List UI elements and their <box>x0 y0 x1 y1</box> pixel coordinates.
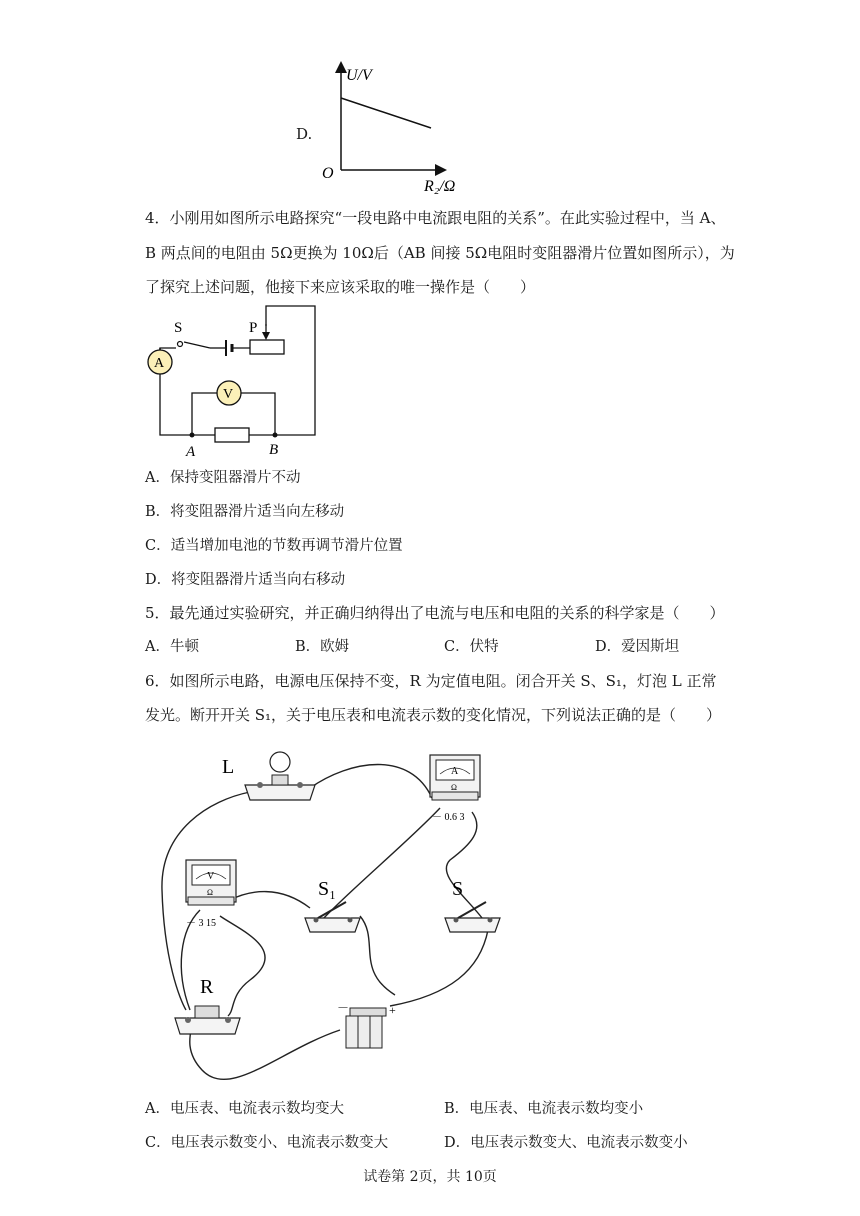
svg-text:+: + <box>389 1003 396 1017</box>
x-axis-label: R₂/Ω <box>424 178 456 195</box>
switch-label: S <box>174 320 183 336</box>
wire <box>310 765 432 799</box>
q4-option-d: D．将变阻器滑片适当向右移动 <box>145 572 346 588</box>
q6-stem-line2: 发光。断开开关 S₁，关于电压表和电流表示数的变化情况，下列说法正确的是（ ） <box>145 706 722 724</box>
q6-option-a: A．电压表、电流表示数均变大 <box>145 1101 344 1117</box>
resistor-label: R <box>200 976 214 998</box>
page-footer: 试卷第 2页，共 10页 <box>363 1169 497 1185</box>
wire-left <box>160 374 192 435</box>
graph-line <box>341 98 431 128</box>
ammeter-scale: － 0.6 3 <box>432 812 465 823</box>
q5-option-a: A．牛顿 <box>145 639 199 655</box>
switch-1-label: S₁ <box>318 878 337 900</box>
q5-option-c: C．伏特 <box>444 639 499 655</box>
q4-option-a: A．保持变阻器滑片不动 <box>145 470 301 486</box>
switch-s1 <box>305 902 360 932</box>
node-a <box>190 433 195 438</box>
q6-stem-line1: 6．如图所示电路，电源电压保持不变，R 为定值电阻。闭合开关 S、S₁，灯泡 L 正常 <box>145 672 717 690</box>
svg-text:V: V <box>207 871 215 882</box>
q6-physical-circuit <box>150 740 530 1090</box>
wire <box>220 916 265 1016</box>
wire <box>390 930 488 1006</box>
wire <box>230 892 310 908</box>
resistor-r <box>175 1006 240 1034</box>
lamp-label: L <box>222 756 235 778</box>
q4-circuit-diagram <box>140 296 340 461</box>
q4-option-b: B．将变阻器滑片适当向左移动 <box>145 504 345 520</box>
wire <box>322 808 440 920</box>
wire-right <box>266 306 315 435</box>
slider-arrow-icon <box>262 332 270 340</box>
q5-option-b: B．欧姆 <box>295 639 350 655</box>
point-a-label: A <box>186 444 196 460</box>
q5-stem: 5．最先通过实验研究，并正确归纳得出了电流与电压和电阻的关系的科学家是（ ） <box>145 604 725 622</box>
point-b-label: B <box>269 442 279 458</box>
voltmeter-device <box>186 860 236 905</box>
node-b <box>273 433 278 438</box>
origin-label: O <box>322 165 334 182</box>
wire-voltmeter-left <box>192 393 217 435</box>
y-axis-label: U/V <box>346 67 372 84</box>
lamp-l <box>245 752 315 800</box>
resistor-ab <box>215 428 249 442</box>
svg-text:－: － <box>337 1001 350 1015</box>
rheostat <box>250 340 284 354</box>
bulb-icon <box>270 752 290 772</box>
q4-stem-line2: B 两点间的电阻由 5Ω更换为 10Ω后（AB 间接 5Ω电阻时变阻器滑片位置如图所示），为 <box>145 244 735 262</box>
voltmeter-scale: － 3 15 <box>186 918 216 929</box>
wire-voltmeter-right <box>241 393 275 435</box>
svg-text:Ω: Ω <box>207 888 213 897</box>
ammeter-device <box>430 755 480 800</box>
voltmeter-label: V <box>223 387 234 402</box>
q4-stem-line3: 了探究上述问题，他接下来应该采取的唯一操作是（ ） <box>145 278 536 296</box>
svg-text:A: A <box>451 766 459 777</box>
q3-option-d-label: D. <box>296 125 313 143</box>
q4-option-c: C．适当增加电池的节数再调节滑片位置 <box>145 538 403 554</box>
battery-pack <box>346 1008 386 1048</box>
q3-graph-d <box>316 58 476 198</box>
ammeter-label: A <box>154 356 165 371</box>
q6-option-c: C．电压表示数变小、电流表示数变大 <box>145 1135 389 1151</box>
q6-option-b: B．电压表、电流表示数均变小 <box>444 1101 644 1117</box>
slider-label: P <box>249 320 258 336</box>
q5-option-d: D．爱因斯坦 <box>595 639 680 655</box>
wire <box>360 916 395 995</box>
q6-option-d: D．电压表示数变大、电流表示数变小 <box>444 1135 688 1151</box>
q4-stem-line1: 4．小刚用如图所示电路探究“一段电路中电流跟电阻的关系”。在此实验过程中，当 A、 <box>145 209 726 227</box>
svg-text:Ω: Ω <box>451 783 457 792</box>
switch-blade <box>184 342 210 348</box>
switch-label: S <box>452 878 464 900</box>
